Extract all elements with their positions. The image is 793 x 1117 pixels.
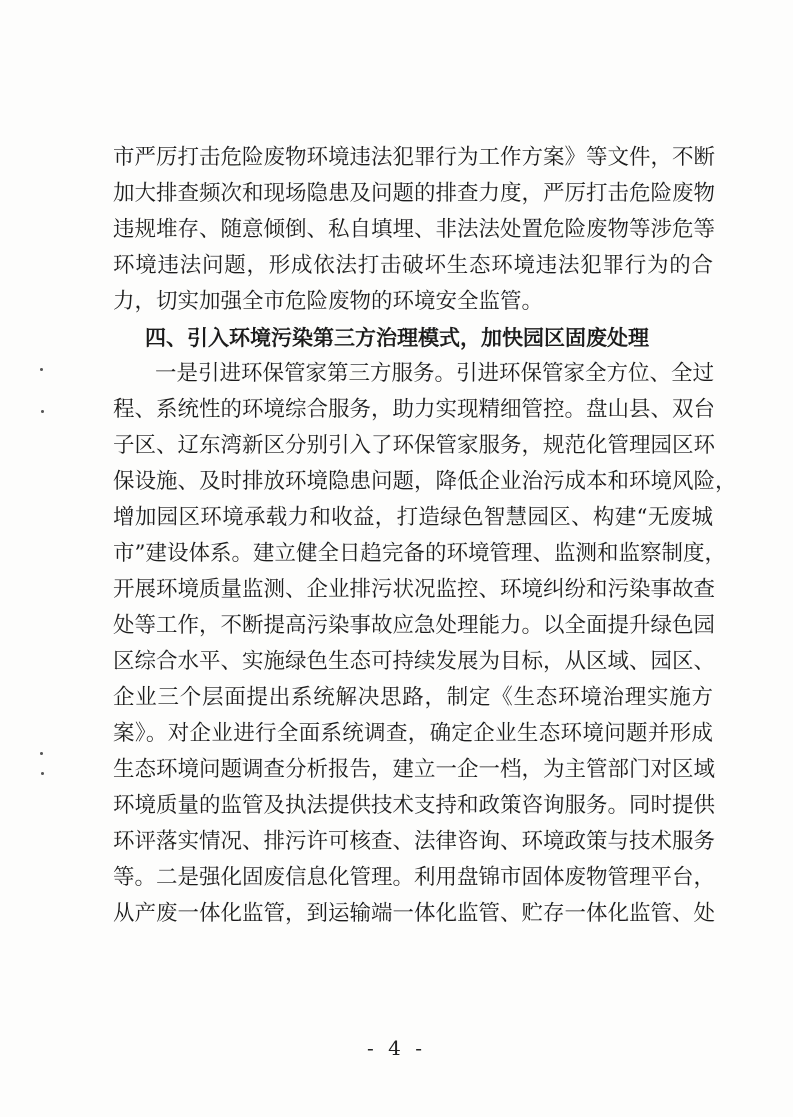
text-line: 一是引进环保管家第三方服务。引进环保管家全方位、全过: [155, 361, 715, 386]
text-line: 环境违法问题，形成依法打击破坏生态环境违法犯罪行为的合: [113, 253, 713, 278]
text-line: 等。二是强化固废信息化管理。利用盘锦市固体废物管理平台，: [113, 865, 716, 890]
page-number: - 4 -: [367, 1036, 426, 1060]
text-line: 保设施、及时排放环境隐患问题，降低企业治污成本和环境风险，: [113, 469, 737, 494]
text-line: 市”建设体系。建立健全日趋完备的环境管理、监测和监察制度，: [113, 541, 726, 566]
text-line: 环评落实情况、排污许可核查、法律咨询、环境政策与技术服务: [113, 829, 716, 854]
text-line: 案》。对企业进行全面系统调查，确定企业生态环境问题并形成: [113, 721, 713, 746]
text-line: 开展环境质量监测、企业排污状况监控、环境纠纷和污染事故查: [113, 577, 716, 602]
text-line: 违规堆存、随意倾倒、私自填埋、非法法处置危险废物等涉危等: [113, 217, 716, 242]
scan-speck: [40, 752, 43, 755]
text-line: 子区、辽东湾新区分别引入了环保管家服务，规范化管理园区环: [113, 433, 716, 458]
text-line: 市严厉打击危险废物环境违法犯罪行为工作方案》等文件，不断: [113, 145, 716, 170]
text-line: 企业三个层面提出系统解决思路，制定《生态环境治理实施方: [113, 685, 713, 710]
text-line: 从产废一体化监管，到运输端一体化监管、贮存一体化监管、处: [113, 901, 716, 926]
scan-speck: [41, 410, 44, 413]
text-line: 程、系统性的环境综合服务，助力实现精细管控。盘山县、双台: [113, 397, 716, 422]
section-heading: 四、引入环境污染第三方治理模式，加快园区固废处理: [145, 326, 649, 350]
text-line: 环境质量的监管及执法提供技术支持和政策咨询服务。同时提供: [113, 793, 716, 818]
scan-speck: [40, 368, 43, 371]
text-line: 加大排查频次和现场隐患及问题的排查力度，严厉打击危险废物: [113, 181, 716, 206]
text-line: 处等工作，不断提高污染事故应急处理能力。以全面提升绿色园: [113, 613, 716, 638]
text-line: 生态环境问题调查分析报告，建立一企一档，为主管部门对区域: [113, 757, 716, 782]
document-body: [113, 140, 737, 932]
text-line: 力，切实加强全市危险废物的环境安全监管。: [113, 289, 544, 314]
text-line: 区综合水平、实施绿色生态可持续发展为目标，从区域、园区、: [113, 649, 716, 674]
text-line: 增加园区环境承载力和收益，打造绿色智慧园区、构建“无废城: [113, 505, 713, 530]
scan-speck: [41, 772, 44, 775]
